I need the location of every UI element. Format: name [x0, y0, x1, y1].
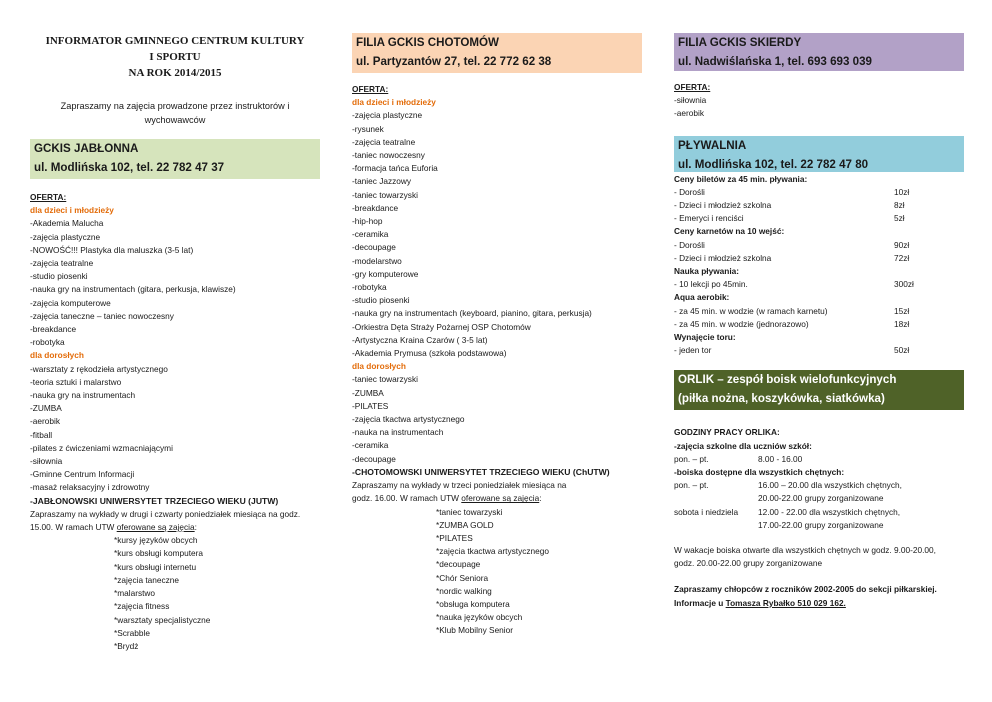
- price-value: [894, 225, 910, 238]
- price-row: [674, 225, 964, 238]
- list-item: -hip-hop: [352, 216, 383, 227]
- price-label: Nauka pływania:: [674, 266, 740, 277]
- list-item: -studio piosenki: [30, 271, 88, 282]
- list-item: -masaż relaksacyjny i zdrowotny: [30, 482, 150, 493]
- kids-list: [30, 217, 320, 349]
- hours-time: 8.00 - 16.00: [758, 453, 803, 464]
- hours-row: [674, 519, 964, 532]
- price-label: - za 45 min. w wodzie (w ramach karnetu): [674, 305, 828, 316]
- list-item: *zajęcia tkactwa artystycznego: [436, 546, 549, 557]
- list-item: -nauka gry na instrumentach (gitara, perkusja, klawisze): [30, 284, 236, 295]
- list-item: -Gminne Centrum Informacji: [30, 469, 135, 480]
- hours-time: 16.00 – 20.00 dla wszystkich chętnych,: [758, 480, 902, 491]
- hours-days: pon. – pt.: [674, 453, 709, 464]
- adults-list: [352, 373, 642, 465]
- hours-row: [674, 506, 964, 519]
- price-label: Wynajęcie toru:: [674, 332, 736, 343]
- utw-list: [30, 534, 320, 653]
- hours-time: 20.00-22.00 grupy zorganizowane: [758, 493, 884, 504]
- intro-text: [30, 99, 320, 127]
- list-item: -zajęcia teatralne: [352, 136, 416, 147]
- list-item: -nauka gry na instrumentach (keyboard, pianino, gitara, perkusja): [352, 308, 592, 319]
- list-item: -taniec nowoczesny: [352, 150, 425, 161]
- header-address: ul. Modlińska 102, tel. 22 782 47 37: [34, 161, 225, 174]
- column-jablonna: [30, 0, 320, 653]
- utw-text-part: :: [194, 522, 197, 533]
- price-label: - jeden tor: [674, 345, 712, 356]
- title-line: NA ROK 2014/2015: [128, 67, 222, 79]
- price-label: Ceny karnetów na 10 wejść:: [674, 226, 785, 237]
- utw-title: -JABŁONOWSKI UNIWERSYTET TRZECIEGO WIEKU (JUTW): [30, 495, 279, 506]
- price-row: [674, 252, 964, 265]
- list-item: -warsztaty z rękodzieła artystycznego: [30, 363, 168, 374]
- price-row: [674, 173, 964, 186]
- price-label: - Emeryci i renciści: [674, 213, 744, 224]
- hours-schools: -zajęcia szkolne dla uczniów szkół:: [674, 440, 812, 451]
- list-item: -taniec towarzyski: [352, 189, 418, 200]
- list-item: -PILATES: [352, 400, 389, 411]
- price-value: [894, 291, 910, 304]
- hours-days: pon. – pt.: [674, 480, 709, 491]
- hours-days: sobota i niedziela: [674, 506, 739, 517]
- list-item: -robotyka: [352, 282, 387, 293]
- hours-time: 12.00 - 22.00 dla wszystkich chętnych,: [758, 506, 901, 517]
- utw-text-part: godz. 16.00. W ramach UTW: [352, 493, 462, 504]
- list-item: -decoupage: [352, 453, 396, 464]
- header-name: PŁYWALNIA: [678, 138, 747, 152]
- list-item: *nauka języków obcych: [436, 612, 523, 623]
- list-item: -aerobik: [30, 416, 60, 427]
- price-label: - Dzieci i młodzież szkolna: [674, 252, 772, 263]
- list-item: *zajęcia fitness: [114, 601, 170, 612]
- price-row: [674, 186, 964, 199]
- price-value: 8zł: [894, 200, 905, 211]
- list-item: -zajęcia teatralne: [30, 258, 94, 269]
- kids-list: [352, 109, 642, 360]
- list-item: -NOWOŚĆ!!! Plastyka dla maluszka (3-5 lat): [30, 244, 194, 255]
- adults-label: dla dorosłych: [30, 350, 84, 361]
- list-item: -zajęcia komputerowe: [30, 297, 111, 308]
- utw-text: [352, 492, 642, 505]
- list-item: *taniec towarzyski: [436, 506, 503, 517]
- list-item: -breakdance: [30, 324, 77, 335]
- list-item: -ceramika: [352, 440, 389, 451]
- header-skierdy: [674, 33, 964, 71]
- header-pool: [674, 136, 964, 172]
- header-jablonna: [30, 139, 320, 179]
- price-value: [894, 331, 910, 344]
- utw-text-part: 15.00. W ramach UTW: [30, 522, 117, 533]
- list-item: *ZUMBA GOLD: [436, 519, 494, 530]
- utw-text: [30, 521, 320, 534]
- list-item: -decoupage: [352, 242, 396, 253]
- hours-public: -boiska dostępne dla wszystkich chętnych:: [674, 467, 845, 478]
- price-row: [674, 239, 964, 252]
- header-address: ul. Modlińska 102, tel. 22 782 47 80: [678, 157, 869, 171]
- list-item: -zajęcia plastyczne: [30, 231, 101, 242]
- list-item: -gry komputerowe: [352, 268, 419, 279]
- header-chotomow: [352, 33, 642, 73]
- list-item: *Brydż: [114, 640, 139, 651]
- list-item: -siłownia: [30, 456, 63, 467]
- price-value: 72zł: [894, 252, 910, 263]
- header-subtitle: (piłka nożna, koszykówka, siatkówka): [678, 392, 885, 406]
- price-label: - za 45 min. w wodzie (jednorazowo): [674, 318, 809, 329]
- list-item: -taniec towarzyski: [352, 374, 418, 385]
- intro-line: wychowawców: [144, 115, 206, 125]
- price-value: 300zł: [894, 279, 914, 290]
- price-value: [894, 173, 910, 186]
- skierdy-list: [674, 94, 964, 120]
- price-value: [894, 265, 910, 278]
- utw-offer-link: oferowane są zajęcia: [461, 493, 540, 504]
- utw-offer-link: oferowane są zajęcia: [116, 522, 195, 533]
- price-row: [674, 305, 964, 318]
- list-item: *warsztaty specjalistyczne: [114, 614, 211, 625]
- offer-jablonna: [30, 191, 320, 653]
- list-item: *obsługa komputera: [436, 598, 510, 609]
- list-item: -rysunek: [352, 123, 384, 134]
- price-row: [674, 318, 964, 331]
- hours-time: 17.00-22.00 grupy zorganizowane: [758, 519, 884, 530]
- pool-prices: [674, 173, 964, 358]
- list-item: -Orkiestra Dęta Straży Pożarnej OSP Chotomów: [352, 321, 531, 332]
- list-item: *Scrabble: [114, 627, 150, 638]
- list-item: *Klub Mobilny Senior: [436, 625, 514, 636]
- price-row: [674, 212, 964, 225]
- list-item: *PILATES: [436, 532, 473, 543]
- invite-line: [674, 597, 964, 610]
- price-label: - Dorośli: [674, 186, 705, 197]
- offer-label: OFERTA:: [674, 82, 711, 92]
- list-item: *zajęcia taneczne: [114, 574, 180, 585]
- list-item: -siłownia: [674, 95, 707, 106]
- list-item: -nauka gry na instrumentach: [30, 390, 136, 401]
- header-address: ul. Nadwiślańska 1, tel. 693 693 039: [678, 55, 872, 68]
- invite-part: Informacje u: [674, 597, 726, 608]
- offer-skierdy: [674, 81, 964, 121]
- list-item: -pilates z ćwiczeniami wzmacniającymi: [30, 442, 173, 453]
- hours-title: GODZINY PRACY ORLIKA:: [674, 427, 780, 438]
- list-item: -taniec Jazzowy: [352, 176, 412, 187]
- list-item: -zajęcia taneczne – taniec nowoczesny: [30, 310, 174, 321]
- price-row: [674, 199, 964, 212]
- price-label: - Dorośli: [674, 239, 705, 250]
- offer-label: OFERTA:: [30, 192, 67, 202]
- list-item: -robotyka: [30, 337, 65, 348]
- kids-label: dla dzieci i młodzieży: [352, 97, 436, 108]
- list-item: -nauka na instrumentach: [352, 427, 444, 438]
- hours-days: [674, 492, 758, 505]
- hours-list: [674, 479, 964, 532]
- hours-days: [674, 519, 758, 532]
- price-row: [674, 278, 964, 291]
- list-item: *Chór Seniora: [436, 572, 489, 583]
- offer-chotomow: [352, 83, 642, 638]
- list-item: *kurs obsługi internetu: [114, 561, 197, 572]
- list-item: *nordic walking: [436, 585, 492, 596]
- list-item: -studio piosenki: [352, 295, 410, 306]
- hours-row: [674, 479, 964, 492]
- list-item: -aerobik: [674, 108, 704, 119]
- holidays-line: godz. 20.00-22.00 grupy zorganizowane: [674, 558, 823, 569]
- price-row: [674, 344, 964, 357]
- list-item: *kursy języków obcych: [114, 535, 198, 546]
- list-item: *kurs obsługi komputera: [114, 548, 204, 559]
- holidays-line: W wakacje boiska otwarte dla wszystkich chętnych w godz. 9.00-20.00,: [674, 545, 936, 556]
- price-row: [674, 291, 964, 304]
- column-skierdy-pool-orlik: [674, 0, 964, 610]
- list-item: -Akademia Malucha: [30, 218, 104, 229]
- contact-link: Tomasza Rybałko 510 029 162.: [725, 597, 846, 608]
- utw-text: Zapraszamy na wykłady w drugi i czwarty poniedziałek miesiąca na godz.: [30, 508, 301, 519]
- kids-label: dla dzieci i młodzieży: [30, 205, 114, 216]
- price-row: [674, 331, 964, 344]
- list-item: -modelarstwo: [352, 255, 402, 266]
- intro-line: Zapraszamy na zajęcia prowadzone przez instruktorów i: [60, 101, 290, 111]
- list-item: -formacja tańca Euforia: [352, 163, 438, 174]
- title-line: INFORMATOR GMINNEGO CENTRUM KULTURY: [45, 35, 305, 47]
- adults-list: [30, 363, 320, 495]
- invite-text: [674, 583, 964, 609]
- header-name: FILIA GCKIS CHOTOMÓW: [356, 36, 499, 49]
- hours-row: [674, 453, 964, 466]
- document-title: [30, 33, 320, 81]
- hours-row: [674, 492, 964, 505]
- list-item: -Akademia Prymusa (szkoła podstawowa): [352, 348, 507, 359]
- adults-label: dla dorosłych: [352, 361, 406, 372]
- price-value: 90zł: [894, 239, 910, 250]
- list-item: -teoria sztuki i malarstwo: [30, 376, 122, 387]
- price-label: Aqua aerobik:: [674, 292, 730, 303]
- title-line: I SPORTU: [149, 51, 201, 63]
- header-name: FILIA GCKIS SKIERDY: [678, 36, 802, 49]
- price-value: 15zł: [894, 305, 910, 316]
- utw-list: [352, 506, 642, 638]
- list-item: *malarstwo: [114, 588, 156, 599]
- holidays-text: [674, 544, 964, 570]
- price-row: [674, 265, 964, 278]
- price-value: 50zł: [894, 345, 910, 356]
- price-label: - Dzieci i młodzież szkolna: [674, 200, 772, 211]
- list-item: -fitball: [30, 429, 53, 440]
- price-value: 10zł: [894, 186, 910, 197]
- header-name: GCKIS JABŁONNA: [34, 142, 139, 155]
- offer-label: OFERTA:: [352, 84, 389, 94]
- price-label: Ceny biletów za 45 min. pływania:: [674, 173, 808, 184]
- price-label: - 10 lekcji po 45min.: [674, 279, 748, 290]
- list-item: *decoupage: [436, 559, 481, 570]
- list-item: -zajęcia tkactwa artystycznego: [352, 414, 465, 425]
- list-item: -ZUMBA: [30, 403, 62, 414]
- header-orlik: [674, 370, 964, 410]
- header-address: ul. Partyzantów 27, tel. 22 772 62 38: [356, 55, 552, 68]
- utw-text-part: :: [539, 493, 542, 504]
- utw-text: Zapraszamy na wykłady w trzeci poniedziałek miesiąca na: [352, 480, 567, 491]
- list-item: -zajęcia plastyczne: [352, 110, 423, 121]
- list-item: -Artystyczna Kraina Czarów ( 3-5 lat): [352, 334, 488, 345]
- column-chotomow: [352, 0, 642, 638]
- list-item: -breakdance: [352, 202, 399, 213]
- utw-title: -CHOTOMOWSKI UNIWERSYTET TRZECIEGO WIEKU (ChUTW): [352, 466, 610, 477]
- list-item: -ceramika: [352, 229, 389, 240]
- price-value: 18zł: [894, 318, 910, 329]
- header-name: ORLIK – zespół boisk wielofunkcyjnych: [678, 373, 897, 387]
- list-item: -ZUMBA: [352, 387, 384, 398]
- invite-line: Zapraszamy chłopców z roczników 2002-2005 do sekcji piłkarskiej.: [674, 584, 937, 595]
- price-value: 5zł: [894, 213, 905, 224]
- orlik-hours: [674, 426, 964, 609]
